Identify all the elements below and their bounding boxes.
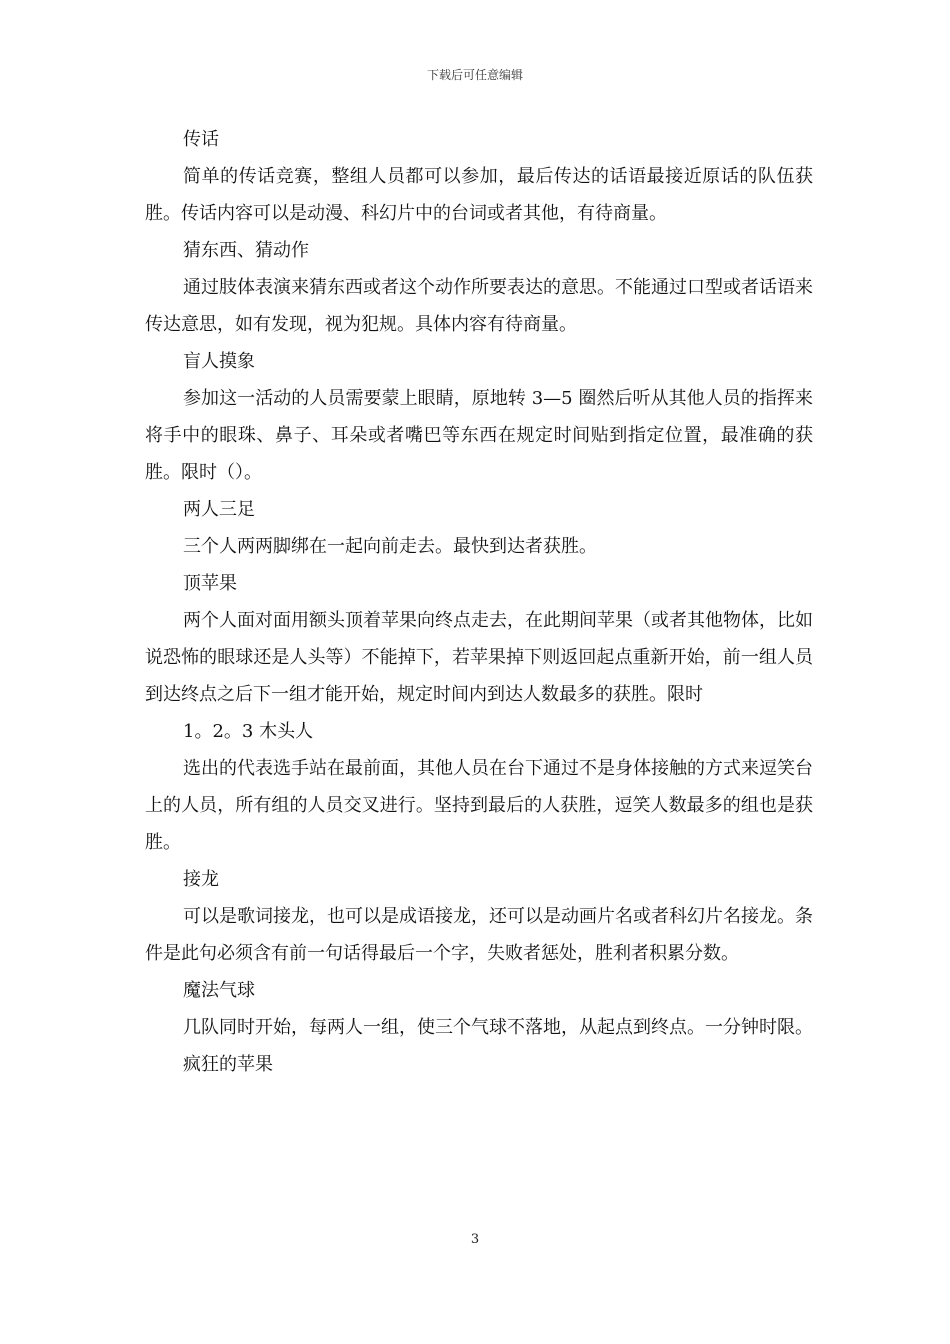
section-heading: 魔法气球 [183,980,255,1001]
section-heading: 传话 [183,129,219,150]
section-paragraph: 选出的代表选手站在最前面，其他人员在台下通过不是身体接触的方式来逗笑台上的人员，所有组的人员交叉进行。坚持到最后的人获胜，逗笑人数最多的组也是获胜。 [145,758,813,853]
section-heading: 1。2。3 木头人 [183,721,314,742]
document-body [145,121,813,1083]
section-heading: 疯狂的苹果 [183,1054,273,1075]
section-paragraph: 简单的传话竞赛，整组人员都可以参加，最后传达的话语最接近原话的队伍获胜。传话内容可以是动漫、科幻片中的台词或者其他，有待商量。 [145,166,813,224]
section-paragraph: 两个人面对面用额头顶着苹果向终点走去，在此期间苹果（或者其他物体，比如说恐怖的眼球还是人头等）不能掉下，若苹果掉下则返回起点重新开始，前一组人员到达终点之后下一组才能开始，规定时间内到达人数最多的获胜。限时 [145,610,813,705]
section-heading: 顶苹果 [183,573,237,594]
section-heading: 两人三足 [183,499,255,520]
page-header: 下载后可任意编辑 [426,68,523,82]
section-paragraph: 可以是歌词接龙，也可以是成语接龙，还可以是动画片名或者科幻片名接龙。条件是此句必须含有前一句话得最后一个字，失败者惩处，胜利者积累分数。 [145,906,813,964]
section-paragraph: 参加这一活动的人员需要蒙上眼睛，原地转 3—5 圈然后听从其他人员的指挥来将手中的眼珠、鼻子、耳朵或者嘴巴等东西在规定时间贴到指定位置，最准确的获胜。限时（）。 [145,388,813,483]
section-heading: 猜东西、猜动作 [183,240,309,261]
section-paragraph: 三个人两两脚绑在一起向前走去。最快到达者获胜。 [183,536,597,557]
section-paragraph: 几队同时开始，每两人一组，使三个气球不落地，从起点到终点。一分钟时限。 [183,1017,813,1038]
section-heading: 盲人摸象 [183,351,255,372]
page-number: 3 [470,1232,480,1247]
section-heading: 接龙 [183,869,219,890]
section-paragraph: 通过肢体表演来猜东西或者这个动作所要表达的意思。不能通过口型或者话语来传达意思，如有发现，视为犯规。具体内容有待商量。 [145,277,813,335]
